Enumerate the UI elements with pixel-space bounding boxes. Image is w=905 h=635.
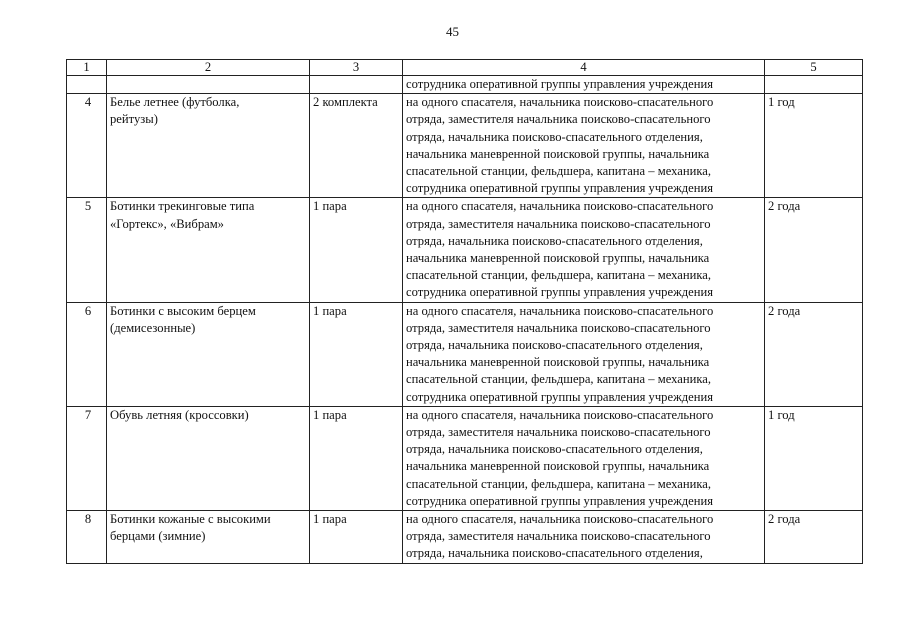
item-name-cell [107,76,310,94]
table-row [67,406,863,510]
description-line: на одного спасателя, начальника поисково-спасательного [406,95,714,110]
description-line: спасательной станции, фельдшера, капитана – механика, [406,164,711,179]
description-line: на одного спасателя, начальника поисково-спасательного [406,199,714,214]
item-name-line: Ботинки трекинговые типа [110,199,255,214]
item-name-cell [107,302,310,406]
description-line: отряда, начальника поисково-спасательного отделения, [406,338,703,353]
term-cell: 2 года [765,511,863,564]
description-line: начальника маневренной поисковой группы, начальника [406,251,710,266]
row-number-cell: 4 [67,94,107,198]
item-name-line: берцами (зимние) [110,529,206,544]
description-line: спасательной станции, фельдшера, капитана – механика, [406,268,711,283]
item-name-line: Ботинки с высоким берцем [110,303,256,318]
description-line: сотрудника оперативной группы управления учреждения [406,285,714,300]
table-row [67,511,863,564]
table-row [67,198,863,302]
item-name-cell [107,94,310,198]
item-name-line: Обувь летняя (кроссовки) [110,407,249,422]
row-number-cell: 5 [67,198,107,302]
description-line: на одного спасателя, начальника поисково-спасательного [406,512,714,527]
quantity-cell: 1 пара [310,198,403,302]
quantity-cell: 1 пара [310,511,403,564]
item-name-cell [107,406,310,510]
table-body [67,76,863,564]
quantity-cell: 1 пара [310,302,403,406]
description-line: сотрудника оперативной группы управления учреждения [406,77,714,91]
description-line: начальника маневренной поисковой группы, начальника [406,459,710,474]
description-line: отряда, заместителя начальника поисково-спасательного [406,425,711,440]
continuation-row [67,76,863,94]
description-cell [403,94,765,198]
term-cell [765,76,863,94]
row-number-cell: 7 [67,406,107,510]
row-number-cell [67,76,107,94]
description-line: отряда, начальника поисково-спасательного отделения, [406,546,703,561]
row-number-cell: 8 [67,511,107,564]
description-line: отряда, заместителя начальника поисково-спасательного [406,320,711,335]
item-name-cell [107,511,310,564]
description-line: отряда, заместителя начальника поисково-спасательного [406,216,711,231]
table-row [67,302,863,406]
description-line: отряда, начальника поисково-спасательного отделения, [406,129,703,144]
description-line: отряда, заместителя начальника поисково-спасательного [406,529,711,544]
term-cell: 2 года [765,198,863,302]
description-cell [403,406,765,510]
quantity-cell: 1 пара [310,406,403,510]
item-name-line: рейтузы) [110,112,158,127]
column-number-2: 2 [107,60,310,76]
description-line: сотрудника оперативной группы управления учреждения [406,493,714,508]
description-line: отряда, начальника поисково-спасательного отделения, [406,442,703,457]
item-name-line: «Гортекс», «Вибрам» [110,216,224,231]
description-line: спасательной станции, фельдшера, капитана – механика, [406,372,711,387]
description-line: начальника маневренной поисковой группы, начальника [406,146,710,161]
description-cell [403,76,765,94]
description-line: на одного спасателя, начальника поисково-спасательного [406,303,714,318]
item-name-line: (демисезонные) [110,320,196,335]
row-number-cell: 6 [67,302,107,406]
item-name-cell [107,198,310,302]
quantity-cell [310,76,403,94]
quantity-cell: 2 комплекта [310,94,403,198]
description-line: начальника маневренной поисковой группы, начальника [406,355,710,370]
item-name-line: Ботинки кожаные с высокими [110,512,271,527]
table-row [67,94,863,198]
description-line: сотрудника оперативной группы управления учреждения [406,181,714,196]
norms-table [66,59,863,564]
column-number-3: 3 [310,60,403,76]
column-number-5: 5 [765,60,863,76]
description-cell [403,511,765,564]
description-cell [403,198,765,302]
term-cell: 1 год [765,406,863,510]
description-line: спасательной станции, фельдшера, капитана – механика, [406,476,711,491]
description-cell [403,302,765,406]
table-header-row [67,60,863,76]
column-number-1: 1 [67,60,107,76]
column-number-4: 4 [403,60,765,76]
description-line: отряда, заместителя начальника поисково-спасательного [406,112,711,127]
description-line: сотрудника оперативной группы управления учреждения [406,389,714,404]
description-line: отряда, начальника поисково-спасательного отделения, [406,233,703,248]
item-name-line: Белье летнее (футболка, [110,95,240,110]
term-cell: 2 года [765,302,863,406]
page-number: 45 [446,24,459,39]
term-cell: 1 год [765,94,863,198]
description-line: на одного спасателя, начальника поисково-спасательного [406,407,714,422]
